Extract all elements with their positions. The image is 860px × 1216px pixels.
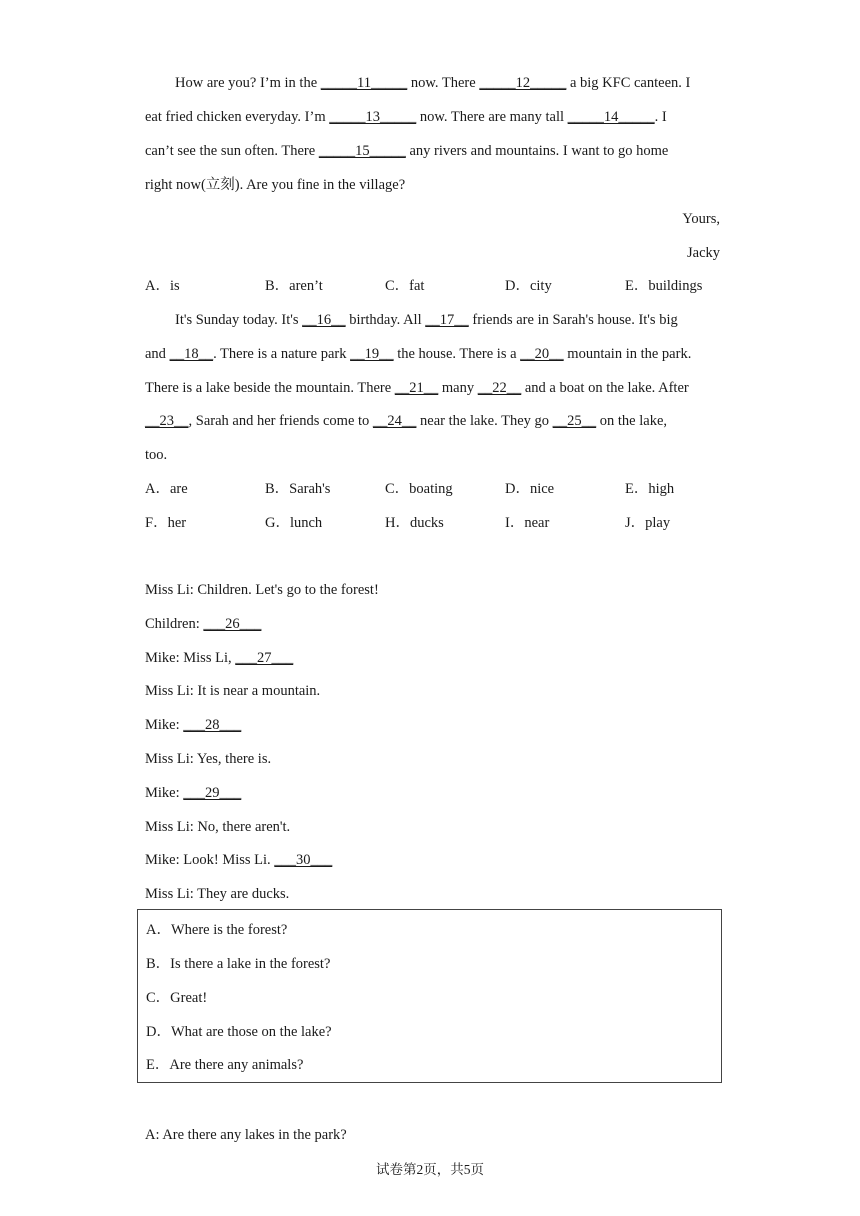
passage1-line-1	[175, 73, 720, 93]
passage1-options	[145, 276, 745, 296]
text: . There is a nature park	[213, 346, 351, 362]
text: now. There	[407, 75, 480, 91]
passage2-line-4	[145, 411, 720, 431]
blank-28: ___28___	[183, 717, 242, 733]
option-j: J．play	[625, 515, 671, 531]
text: the house. There is a	[393, 346, 521, 362]
option-d: D．nice	[505, 481, 555, 497]
blank-18: __18__	[169, 346, 214, 362]
text: birthday. All	[345, 312, 426, 328]
option-b: B．aren’t	[265, 278, 323, 294]
text: any rivers and mountains. I want to go home	[405, 143, 669, 159]
speaker: Mike:	[145, 785, 184, 801]
blank-30: ___30___	[274, 852, 333, 868]
text: It's Sunday today. It's	[175, 312, 303, 328]
blank-22: __22__	[477, 380, 522, 396]
blank-13: _____13_____	[329, 109, 417, 125]
option-e: E．high	[625, 481, 675, 497]
text: and a boat on the lake. After	[521, 380, 689, 396]
box-option-d: D．What are those on the lake?	[146, 1024, 332, 1040]
dialogue-line-1: Miss Li: Children. Let's go to the forest!	[145, 582, 379, 598]
blank-23: __23__	[145, 413, 189, 429]
text: There is a lake beside the mountain. There	[145, 380, 395, 396]
next-question-line: A: Are there any lakes in the park?	[145, 1127, 347, 1143]
passage1-line-4: right now(立刻). Are you fine in the village?	[145, 177, 406, 193]
blank-29: ___29___	[183, 785, 242, 801]
option-g: G．lunch	[265, 515, 323, 531]
blank-26: ___26___	[203, 616, 262, 632]
option-c: C．boating	[385, 481, 453, 497]
blank-12: _____12_____	[479, 75, 567, 91]
option-a: A．is	[145, 278, 180, 294]
passage2-line-1	[175, 310, 720, 330]
box-option-c: C．Great!	[146, 990, 208, 1006]
page-footer: 试卷第2页，共5页	[376, 1162, 484, 1177]
letter-signature: Jacky	[686, 245, 720, 261]
option-h: H．ducks	[385, 515, 444, 531]
option-c: C．fat	[385, 278, 425, 294]
blank-15: _____15_____	[318, 143, 406, 159]
blank-20: __20__	[520, 346, 564, 362]
box-option-a: A．Where is the forest?	[146, 922, 288, 938]
dialogue-line-10: Miss Li: They are ducks.	[145, 886, 290, 902]
text: now. There are many tall	[416, 109, 568, 125]
blank-27: ___27___	[235, 650, 294, 666]
option-a: A．are	[145, 481, 188, 497]
box-option-e: E．Are there any animals?	[146, 1057, 304, 1073]
dialogue-line-6: Miss Li: Yes, there is.	[145, 751, 272, 767]
passage2-options-row-1	[145, 479, 745, 499]
letter-closing: Yours,	[682, 211, 720, 227]
text: on the lake,	[596, 413, 668, 429]
blank-21: __21__	[394, 380, 439, 396]
passage1-line-2	[145, 107, 720, 127]
blank-19: __19__	[350, 346, 394, 362]
passage2-options-row-2	[145, 513, 745, 533]
text: . I	[654, 109, 667, 125]
passage2-line-2	[145, 344, 720, 364]
text: , Sarah and her friends come to	[188, 413, 373, 429]
passage2-line-5: too.	[145, 447, 168, 463]
dialogue-line-2	[145, 614, 720, 634]
dialogue-line-3	[145, 648, 720, 668]
text: can’t see the sun often. There	[145, 143, 319, 159]
text: friends are in Sarah's house. It's big	[468, 312, 678, 328]
speaker: Mike:	[145, 717, 184, 733]
text: eat fried chicken everyday. I’m	[145, 109, 330, 125]
speaker: Mike: Look! Miss Li.	[145, 852, 275, 868]
dialogue-options-box	[137, 909, 722, 1083]
passage1-line-3	[145, 141, 720, 161]
speaker: Mike: Miss Li,	[145, 650, 236, 666]
blank-25: __25__	[552, 413, 597, 429]
blank-11: _____11_____	[320, 75, 408, 91]
blank-14: _____14_____	[567, 109, 655, 125]
blank-24: __24__	[372, 413, 417, 429]
text: mountain in the park.	[563, 346, 692, 362]
dialogue-line-8: Miss Li: No, there aren't.	[145, 819, 291, 835]
option-d: D．city	[505, 278, 552, 294]
dialogue-line-7	[145, 783, 720, 803]
text: and	[145, 346, 170, 362]
text: many	[438, 380, 478, 396]
box-option-b: B．Is there a lake in the forest?	[146, 956, 331, 972]
dialogue-line-4: Miss Li: It is near a mountain.	[145, 683, 321, 699]
dialogue-line-9	[145, 850, 720, 870]
speaker: Children:	[145, 616, 204, 632]
blank-17: __17__	[425, 312, 469, 328]
text: near the lake. They go	[416, 413, 553, 429]
passage2-line-3	[145, 378, 720, 398]
option-i: I．near	[505, 515, 550, 531]
text: a big KFC canteen. I	[566, 75, 691, 91]
option-e: E．buildings	[625, 278, 703, 294]
text: How are you? I’m in the	[175, 75, 321, 91]
option-f: F．her	[145, 515, 187, 531]
option-b: B．Sarah's	[265, 481, 331, 497]
blank-16: __16__	[302, 312, 346, 328]
dialogue-line-5	[145, 715, 720, 735]
